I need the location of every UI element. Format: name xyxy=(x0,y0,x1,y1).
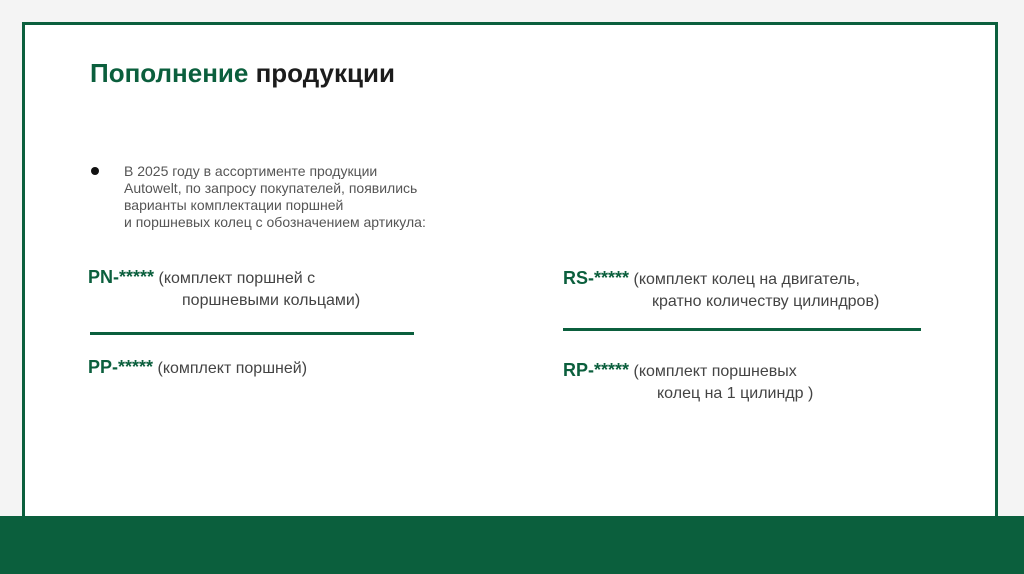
item-code: RS-***** xyxy=(563,268,630,288)
item-pp xyxy=(88,356,307,380)
item-code: PP-***** xyxy=(88,357,154,377)
title-accent: Пополнение xyxy=(90,58,249,88)
item-desc-line2: поршневыми кольцами) xyxy=(182,292,361,309)
divider-left xyxy=(90,332,414,335)
intro-paragraph: В 2025 году в ассортименте продукции Autowelt, по запросу покупателей, появились варианты комплектации поршней и поршневых колец с обозначением артикула: xyxy=(124,163,426,230)
item-code: RP-***** xyxy=(563,360,630,380)
item-desc-line2: кратно количеству цилиндров) xyxy=(652,293,880,310)
item-code: PN-***** xyxy=(88,267,155,287)
item-desc: (комплект поршней с xyxy=(158,270,316,287)
item-desc: (комплект колец на двигатель, xyxy=(633,271,860,288)
item-desc-line2: колец на 1 цилиндр ) xyxy=(657,385,814,402)
item-pn xyxy=(88,266,360,312)
divider-right xyxy=(563,328,921,331)
slide-title xyxy=(90,58,395,89)
item-rs xyxy=(563,267,879,313)
title-rest: продукции xyxy=(255,58,395,88)
item-desc: (комплект поршней) xyxy=(157,360,308,377)
item-desc: (комплект поршневых xyxy=(633,363,797,380)
bullet-dot-icon xyxy=(91,167,99,175)
item-rp xyxy=(563,359,813,405)
footer-band xyxy=(0,516,1024,574)
